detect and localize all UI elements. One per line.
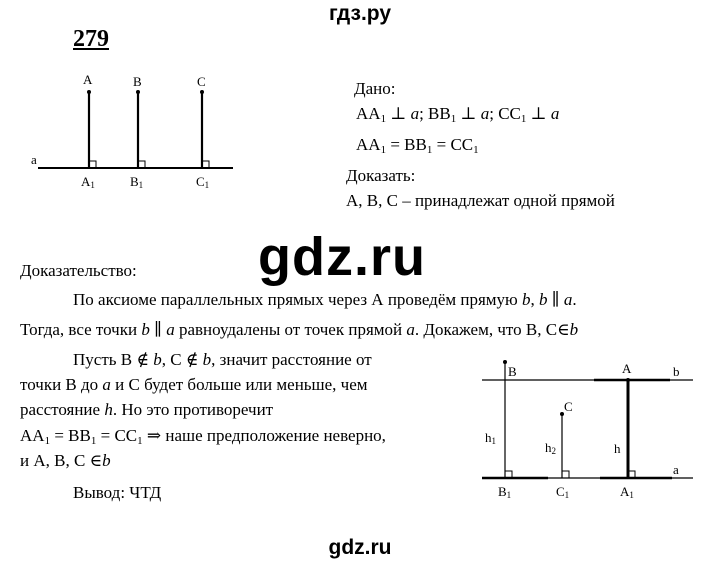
fig2-right-angle-c xyxy=(562,471,569,478)
distance-h: h xyxy=(104,400,113,419)
proof-text: равноудалены от точек прямой xyxy=(174,320,407,339)
given-sub: 1 xyxy=(450,113,457,125)
parallel-symbol: ∥ xyxy=(547,290,564,309)
fig1-label-b1-main: B xyxy=(130,174,139,189)
fig1-point-c xyxy=(200,90,204,94)
fig1-label-c: C xyxy=(197,74,206,89)
proof-text: . xyxy=(572,290,577,309)
proof-text: , xyxy=(530,290,539,309)
perp-symbol: ⊥ xyxy=(386,104,411,123)
given-bb: BB xyxy=(404,135,427,154)
equals-symbol: = xyxy=(432,135,451,154)
fig2-label-b1 xyxy=(498,484,511,500)
given-sub: 1 xyxy=(473,144,479,156)
fig2-point-b xyxy=(503,360,507,364)
given-aa: AA xyxy=(356,135,381,154)
proof-text: Тогда, все точки xyxy=(20,320,142,339)
line-b: b xyxy=(153,350,162,369)
given-sub: 1 xyxy=(426,144,433,156)
fig2-label-b1-main: B xyxy=(498,484,507,499)
given-aa: AA xyxy=(356,104,381,123)
given-bb: BB xyxy=(428,104,451,123)
watermark-text: gdz.ru xyxy=(258,227,426,287)
fig1-label-a1-main: A xyxy=(81,174,91,189)
fig1-point-b xyxy=(136,90,140,94)
given-cc: CC xyxy=(450,135,474,154)
proof-title: Доказательство: xyxy=(20,261,137,280)
fig1-label-b: B xyxy=(133,74,142,89)
proof-text: точки В до xyxy=(20,375,103,394)
proof-text: , С ∉ xyxy=(161,350,203,369)
proof-text: , значит расстояние от xyxy=(211,350,372,369)
line-b: b xyxy=(539,290,548,309)
given-sub: 1 xyxy=(380,113,387,125)
fig2-label-c1 xyxy=(556,484,569,500)
fig1-label-line-a: a xyxy=(31,152,37,167)
proof-text: Пусть В ∉ xyxy=(73,350,154,369)
fig1-label-b1 xyxy=(130,174,143,190)
fig2-label-h2-sub: 2 xyxy=(551,446,556,456)
perp-symbol: ⊥ xyxy=(526,104,551,123)
proof-aa: AA xyxy=(20,426,45,445)
given-sub: 1 xyxy=(380,144,387,156)
perp-symbol: ⊥ xyxy=(456,104,481,123)
proof-text: расстояние xyxy=(20,400,105,419)
fig2-label-h1-main: h xyxy=(485,430,492,445)
fig1-label-a: A xyxy=(83,72,93,87)
fig2-label-h2-main: h xyxy=(545,440,552,455)
line-b: b xyxy=(522,290,531,309)
fig2-label-c: C xyxy=(564,399,573,414)
fig2-label-h2 xyxy=(545,440,556,456)
fig2-label-a1-main: A xyxy=(620,484,630,499)
given-cc: CC xyxy=(498,104,521,123)
fig2-label-sub: 1 xyxy=(629,490,634,500)
line-b: b xyxy=(569,320,579,339)
fig2-label-h: h xyxy=(614,441,621,456)
line-a: a xyxy=(102,375,111,394)
fig1-label-sub: 1 xyxy=(90,180,95,190)
equals-symbol: = xyxy=(50,426,69,445)
separator: ; xyxy=(419,104,429,123)
proof-text: . Докажем, что В, С∈ xyxy=(414,320,570,339)
line-a: a xyxy=(410,104,420,123)
parallel-symbol: ∥ xyxy=(149,320,167,339)
fig2-label-b: B xyxy=(508,364,517,379)
line-a: a xyxy=(550,104,560,123)
given-sub: 1 xyxy=(520,113,527,125)
line-b: b xyxy=(102,451,111,470)
figure-1 xyxy=(38,90,233,168)
proof-cc: CC xyxy=(114,426,138,445)
line-a: a xyxy=(166,320,175,339)
proof-sub: 1 xyxy=(44,435,51,447)
fig2-label-c1-main: C xyxy=(556,484,565,499)
proof-text: и С будет больше или меньше, чем xyxy=(110,375,368,394)
fig1-label-sub: 1 xyxy=(138,180,144,190)
fig1-label-sub: 1 xyxy=(204,180,210,190)
line-a: a xyxy=(406,320,415,339)
proof-sub: 1 xyxy=(137,435,143,447)
fig1-label-c1 xyxy=(196,174,209,190)
proof-text: . Но это противоречит xyxy=(112,400,274,419)
fig2-point-a xyxy=(626,378,630,382)
fig2-label-h1 xyxy=(485,430,496,446)
line-a: a xyxy=(480,104,490,123)
fig2-label-a1 xyxy=(620,484,634,500)
fig2-label-a: A xyxy=(622,361,632,376)
site-footer-label: gdz.ru xyxy=(328,536,392,559)
figure-1-labels xyxy=(31,72,209,190)
fig2-label-sub: 1 xyxy=(564,490,570,500)
proof-text: ⇒ наше предположение неверно, xyxy=(142,426,386,445)
proof-sub: 1 xyxy=(90,435,97,447)
proof-conclusion: Вывод: ЧТД xyxy=(73,483,162,502)
fig1-label-a1 xyxy=(81,174,95,190)
prove-statement: A, B, C – принадлежат одной прямой xyxy=(346,191,615,210)
fig1-label-c1-main: C xyxy=(196,174,205,189)
proof-bb: BB xyxy=(68,426,91,445)
problem-number: 279 xyxy=(73,26,109,52)
line-a: a xyxy=(563,290,573,309)
equals-symbol: = xyxy=(96,426,115,445)
fig2-label-sub: 1 xyxy=(506,490,512,500)
prove-heading: Доказать: xyxy=(346,166,416,185)
given-heading: Дано: xyxy=(354,79,396,98)
proof-text: По аксиоме параллельных прямых через А проведём прямую xyxy=(73,290,522,309)
fig2-label-line-b: b xyxy=(673,364,680,379)
fig2-label-h1-sub: 1 xyxy=(491,436,496,446)
site-header-label: гдз.ру xyxy=(328,2,392,25)
line-b: b xyxy=(202,350,212,369)
fig1-point-a xyxy=(87,90,91,94)
separator: ; xyxy=(489,104,499,123)
line-b: b xyxy=(141,320,150,339)
proof-text: и А, В, С ∈ xyxy=(20,451,103,470)
equals-symbol: = xyxy=(386,135,405,154)
fig2-label-line-a: a xyxy=(673,462,679,477)
